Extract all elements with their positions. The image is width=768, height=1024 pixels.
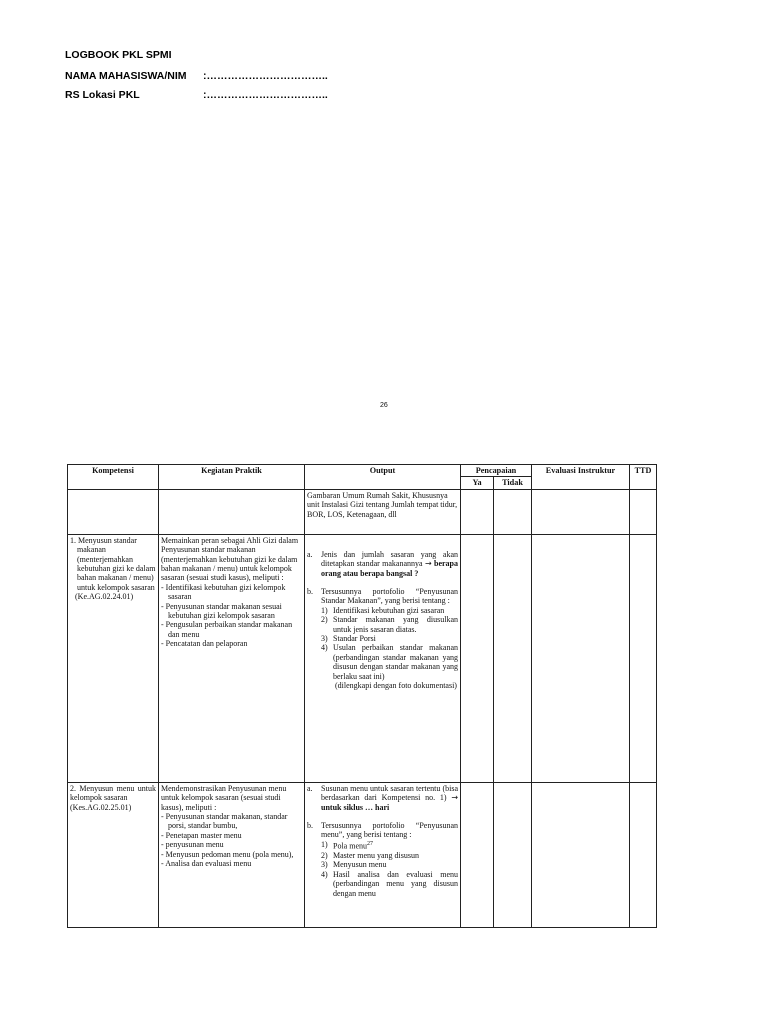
item-marker: a.: [307, 783, 313, 793]
cell-kegiatan-2: [159, 782, 305, 927]
output-a-bold: untuk siklus … hari: [321, 802, 390, 812]
cell-kegiatan-1: [159, 534, 305, 782]
item-text: Standar makanan yang diusulkan untuk jenis sasaran diatas.: [333, 615, 458, 634]
kompetensi-text: 2. Menyusun menu untuk kelompok sasaran: [70, 783, 156, 803]
table-row: [68, 489, 657, 534]
kompetensi-code: (Kes.AG.02.25.01): [70, 802, 132, 812]
col-evaluasi-instruktur: Evaluasi Instruktur: [532, 465, 630, 490]
list-item: [321, 860, 458, 869]
kegiatan-intro: Mendemonstrasikan Penyusunan menu untuk kelompok sasaran (sesuai studi kasus), meliputi :: [161, 783, 287, 812]
list-item: [321, 615, 458, 634]
item-number: 3): [321, 634, 328, 644]
output-a-text: Susunan menu untuk sasaran tertentu (bisa berdasarkan dari Kompetensi no. 1): [321, 783, 458, 803]
student-name-value: :……………………………..: [203, 70, 328, 82]
footnote-page-number: 27: [367, 840, 373, 847]
col-ttd: TTD: [630, 465, 657, 490]
item-text: Usulan perbaikan standar makanan (perbandingan standar makanan yang disusun dengan standar makanan yang berlaku saat ini): [333, 643, 458, 681]
cell-ttd: [630, 489, 657, 534]
arrow-right-icon: →: [424, 559, 432, 569]
logbook-title: LOGBOOK PKL SPMI: [65, 49, 172, 61]
output-item-b: [307, 587, 458, 606]
col-ya: Ya: [461, 477, 494, 489]
cell-kompetensi-2: [68, 782, 159, 927]
col-kegiatan-praktik: Kegiatan Praktik: [159, 465, 305, 490]
cell-empty: [68, 489, 159, 534]
item-text: Master menu yang disusun: [333, 850, 419, 860]
item-number: 4): [321, 643, 328, 653]
col-pencapaian: Pencapaian: [461, 465, 532, 477]
list-item: - Menyusun pedoman menu (pola menu),: [161, 849, 294, 859]
list-item: - Pencatatan dan pelaporan: [161, 639, 248, 649]
item-number: 4): [321, 869, 328, 879]
cell-tidak: [494, 534, 532, 782]
cell-evaluasi: [532, 489, 630, 534]
list-item: - penyusunan menu: [161, 840, 224, 850]
col-output: Output: [305, 465, 461, 490]
item-number: 1): [321, 839, 328, 849]
cell-evaluasi: [532, 782, 630, 927]
item-marker: b.: [307, 821, 313, 831]
item-text: Menyusun menu: [333, 860, 387, 870]
cell-ttd: [630, 534, 657, 782]
output-item-b: [307, 821, 458, 840]
cell-output-2: [305, 782, 461, 927]
item-number: 2): [321, 615, 328, 625]
kegiatan-intro: Memainkan peran sebagai Ahli Gizi dalam Penyusunan standar makanan (menterjemahkan kebutuhan gizi ke dalam bahan makanan / menu) untuk kelompok sasaran (sesuai studi kasus), meliputi :: [161, 535, 299, 583]
output-item-a: [307, 784, 458, 812]
output-item-a: [307, 550, 458, 578]
cell-ttd: [630, 782, 657, 927]
item-marker: a.: [307, 549, 313, 559]
item-number: 1): [321, 605, 328, 615]
arrow-right-icon: →: [451, 793, 459, 803]
col-tidak: Tidak: [494, 477, 532, 489]
cell-ya: [461, 489, 494, 534]
kompetensi-text: 1. Menyusun standar makanan (menterjemahkan kebutuhan gizi ke dalam bahan makanan / menu) untuk kelompok sasaran: [70, 535, 156, 592]
cell-evaluasi: [532, 534, 630, 782]
item-text: Pola menu: [333, 841, 367, 851]
list-item: - Penyusunan standar makanan sesuai kebutuhan gizi kelompok sasaran: [161, 601, 282, 621]
list-item: [321, 870, 458, 898]
cell-kompetensi-1: [68, 534, 159, 782]
table-row: [68, 782, 657, 927]
item-number: 3): [321, 860, 328, 870]
list-item: - Penyusunan standar makanan, standar porsi, standar bumbu,: [161, 812, 288, 831]
output-a-bold: berapa orang atau berapa bangsal ?: [321, 559, 458, 578]
cell-output-1: [305, 534, 461, 782]
output-b-text: Tersusunnya portofolio “Penyusunan Standar Makanan”, yang berisi tentang :: [321, 587, 458, 606]
list-item: [321, 606, 458, 615]
page-number: 26: [380, 402, 388, 409]
col-kompetensi: Kompetensi: [68, 465, 159, 490]
list-item: - Analisa dan evaluasi menu: [161, 859, 252, 869]
item-marker: b.: [307, 587, 313, 597]
cell-tidak: [494, 782, 532, 927]
output-a-text: Jenis dan jumlah sasaran yang akan ditetapkan standar makanannya: [321, 549, 458, 569]
table-row: [68, 534, 657, 782]
list-item: - Pengusulan perbaikan standar makanan dan menu: [161, 620, 293, 639]
list-item: [321, 851, 458, 860]
item-text: Hasil analisa dan evaluasi menu (perbandingan menu yang disusun dengan menu: [333, 869, 458, 898]
hospital-location-value: :……………………………..: [203, 89, 328, 101]
cell-tidak: [494, 489, 532, 534]
item-text: Standar Porsi: [333, 634, 376, 644]
hospital-location-label: RS Lokasi PKL: [65, 89, 140, 101]
cell-ya: [461, 782, 494, 927]
output-b-note: (dilengkapi dengan foto dokumentasi): [335, 681, 457, 691]
item-number: 2): [321, 850, 328, 860]
table-header-row: [68, 465, 657, 477]
kompetensi-code: (Ke.AG.02.24.01): [75, 592, 134, 602]
list-item: - Identifikasi kebutuhan gizi kelompok sasaran: [161, 582, 286, 602]
cell-output-gambaran: Gambaran Umum Rumah Sakit, Khususnya unit Instalasi Gizi tentang Jumlah tempat tidur, BOR, LOS, Ketenagaan, dll: [305, 489, 461, 534]
list-item: [321, 643, 458, 681]
list-item: [321, 634, 458, 643]
cell-empty: [159, 489, 305, 534]
list-item: - Penetapan master menu: [161, 830, 242, 840]
student-name-label: NAMA MAHASISWA/NIM: [65, 70, 187, 82]
list-item: [321, 840, 458, 851]
item-text: Identifikasi kebutuhan gizi sasaran: [333, 605, 445, 615]
logbook-table: [67, 464, 657, 928]
cell-ya: [461, 534, 494, 782]
output-b-text: Tersusunnya portofolio “Penyusunan menu”, yang berisi tentang :: [321, 821, 458, 840]
